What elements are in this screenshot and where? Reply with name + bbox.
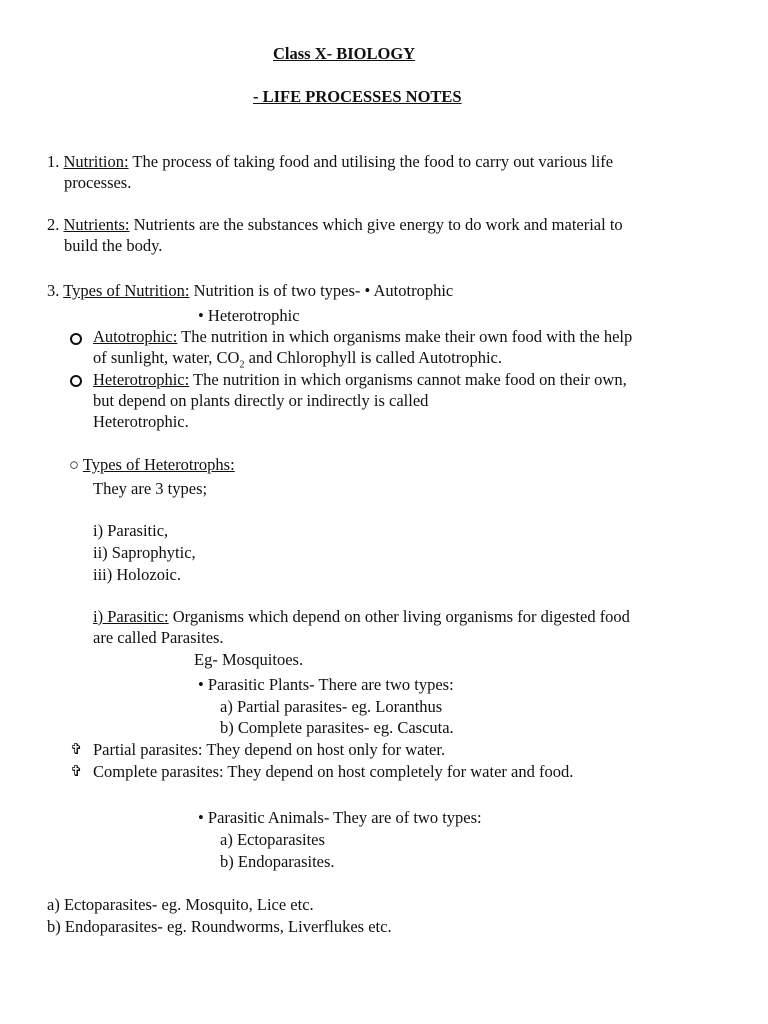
list-item: a) Ectoparasites- eg. Mosquito, Lice etc. bbox=[47, 895, 314, 914]
heterotrophic-text: The nutrition in which organisms cannot make food on their own, bbox=[189, 370, 627, 389]
list-item: ii) Saprophytic, bbox=[93, 543, 196, 562]
types-term: Types of Nutrition: bbox=[63, 281, 190, 300]
nutrients-line-1 bbox=[47, 215, 623, 235]
circle-bullet-icon bbox=[70, 375, 82, 387]
heterotrophic-term: Heterotrophic: bbox=[93, 370, 190, 389]
parasitic-text: Organisms which depend on other living organisms for digested food bbox=[168, 607, 630, 626]
list-item: Complete parasites: They depend on host completely for water and food. bbox=[93, 762, 574, 781]
parasitic-animals-heading: • Parasitic Animals- They are of two types: bbox=[198, 808, 482, 827]
item-number: 2. bbox=[47, 215, 60, 234]
types-line-1 bbox=[47, 281, 453, 301]
types-line-2: • Heterotrophic bbox=[198, 306, 300, 325]
list-item: Partial parasites: They depend on host only for water. bbox=[93, 740, 446, 759]
heterotrophic-line-1 bbox=[93, 370, 627, 390]
hollow-bullet-icon: ○ bbox=[69, 455, 79, 474]
nutrition-line-1 bbox=[47, 152, 613, 172]
nutrition-term: Nutrition: bbox=[63, 152, 129, 171]
heterotrophs-heading bbox=[69, 455, 235, 475]
parasitic-line-1 bbox=[93, 607, 630, 627]
list-item: i) Parasitic, bbox=[93, 521, 169, 540]
autotrophic-line-1 bbox=[93, 327, 632, 347]
parasitic-example: Eg- Mosquitoes. bbox=[194, 650, 304, 669]
heterotrophic-line-3: Heterotrophic. bbox=[93, 412, 189, 431]
nutrients-line-2: build the body. bbox=[64, 236, 163, 255]
autotrophic-term: Autotrophic: bbox=[93, 327, 178, 346]
list-item: a) Ectoparasites bbox=[220, 830, 325, 849]
types-text: Nutrition is of two types- • Autotrophic bbox=[189, 281, 454, 300]
nutrition-text: The process of taking food and utilising the food to carry out various life bbox=[128, 152, 614, 171]
page-title: Class X- BIOLOGY bbox=[273, 44, 416, 63]
parasitic-term: i) Parasitic: bbox=[93, 607, 169, 626]
circle-bullet-icon bbox=[70, 333, 82, 345]
parasitic-line-2: are called Parasites. bbox=[93, 628, 224, 647]
nutrition-line-2: processes. bbox=[64, 173, 132, 192]
list-item: iii) Holozoic. bbox=[93, 565, 181, 584]
autotrophic-text-a: of sunlight, water, CO bbox=[93, 348, 240, 367]
item-number: 3. bbox=[47, 281, 60, 300]
heterotrophs-intro: They are 3 types; bbox=[93, 479, 208, 498]
heterotrophs-term: Types of Heterotrophs: bbox=[82, 455, 235, 474]
list-item: b) Endoparasites- eg. Roundworms, Liverflukes etc. bbox=[47, 917, 392, 936]
list-item: b) Endoparasites. bbox=[220, 852, 335, 871]
autotrophic-text: The nutrition in which organisms make their own food with the help bbox=[177, 327, 633, 346]
cross-bullet-icon: ✞ bbox=[70, 740, 83, 758]
list-item: b) Complete parasites- eg. Cascuta. bbox=[220, 718, 454, 737]
nutrients-text: Nutrients are the substances which give energy to do work and material to bbox=[129, 215, 623, 234]
parasitic-plants-heading: • Parasitic Plants- There are two types: bbox=[198, 675, 454, 694]
list-item: a) Partial parasites- eg. Loranthus bbox=[220, 697, 443, 716]
cross-bullet-icon: ✞ bbox=[70, 762, 83, 780]
autotrophic-text-b: and Chlorophyll is called Autotrophic. bbox=[244, 348, 502, 367]
co2-subscript: 2 bbox=[239, 359, 245, 371]
nutrients-term: Nutrients: bbox=[63, 215, 130, 234]
item-number: 1. bbox=[47, 152, 60, 171]
page-subtitle: - LIFE PROCESSES NOTES bbox=[253, 87, 462, 106]
heterotrophic-line-2: but depend on plants directly or indirectly is called bbox=[93, 391, 429, 410]
